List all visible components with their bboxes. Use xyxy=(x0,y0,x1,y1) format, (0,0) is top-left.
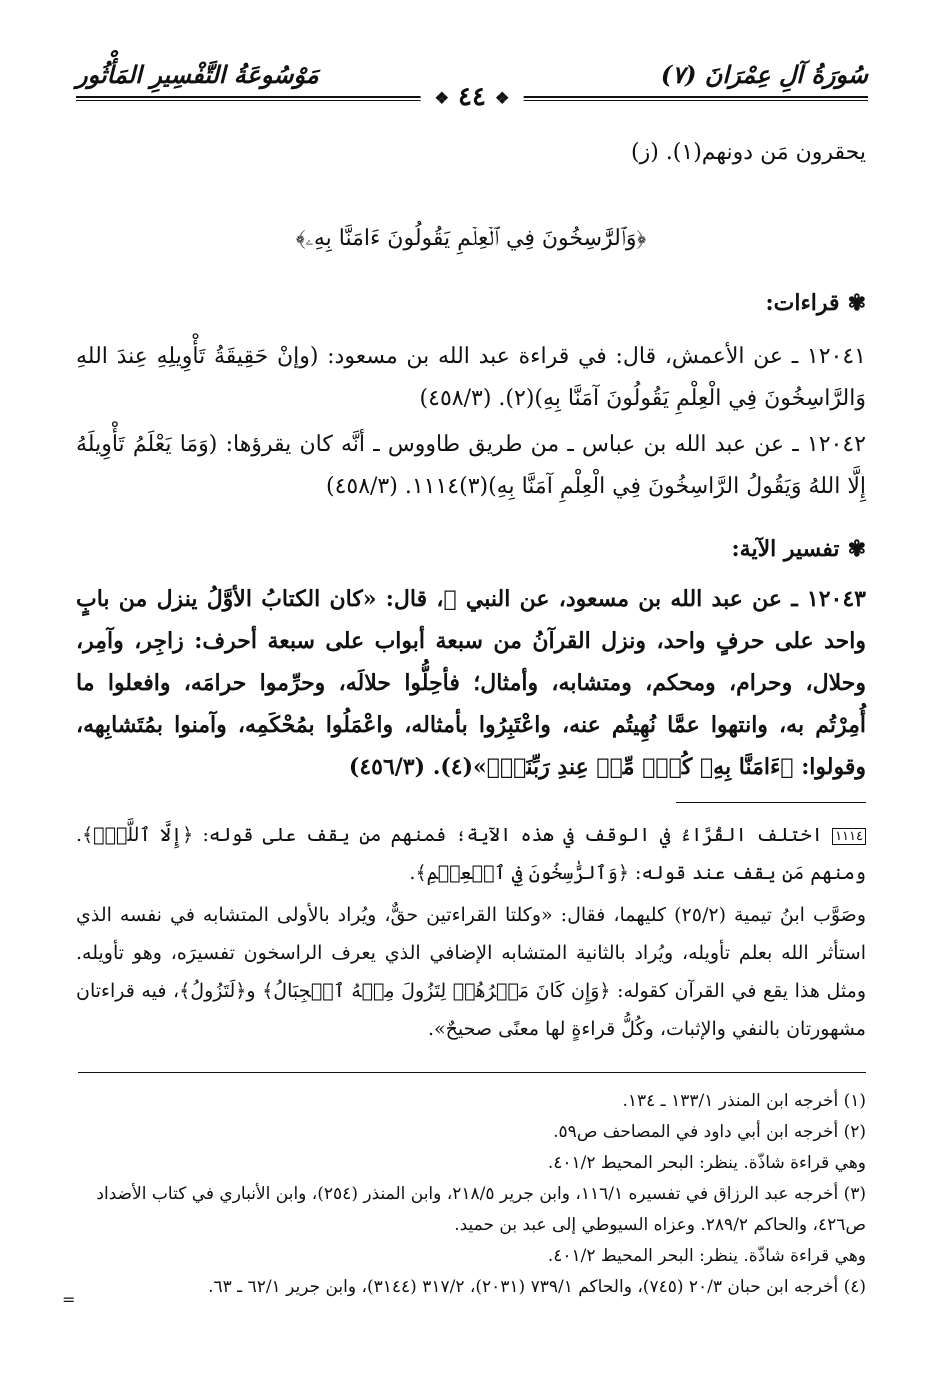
ornament-icon: ❖ xyxy=(495,88,510,108)
section-tafsir-heading: ✾تفسير الآية: xyxy=(731,536,866,562)
commentary-para-2: وصَوَّب ابنُ تيمية (٢٥/٢) كليهما، فقال: «وكلتا القراءتين حقٌّ، ويُراد بالأولى المتشابه في نفسه الذي استأثر الله بعلم تأويله، ويُراد بالثانية المتشابه الإضافي الذي يعرف الراسخون تفسيرَه، وهو تأويله. ومثل هذا يقع في القرآن كقوله: ﴿وَإِن كَانَ مَكۡرُهُمۡ لِتَزُولَ مِنۡهُ ٱلۡجِبَالُ﴾ و﴿لَتَزُولُ﴾، فيه قراءتان مشهورتان بالنفي والإثبات، وكُلُّ قراءةٍ لها معنًى صحيحٌ». xyxy=(76,904,866,1040)
qiraat-entry-12041: ١٢٠٤١ ـ عن الأعمش، قال: في قراءة عبد الله بن مسعود: (وإنْ حَقِيقَةُ تَأْوِيلِهِ عِندَ اللهِ وَالرَّاسِخُونَ فِي الْعِلْمِ يَقُولُونَ آمَنَّا بِهِ)(٢). (٤٥٨/٣) xyxy=(76,344,866,411)
footnote-2: (٢) أخرجه ابن أبي داود في المصاحف ص٥٩. xyxy=(553,1122,866,1142)
ayah-heading: ﴿وَٱلرَّٰسِخُونَ فِي ٱلۡعِلۡمِ يَقُولُونَ ءَامَنَّا بِهِۦ﴾ xyxy=(295,226,647,251)
flower-icon: ✾ xyxy=(847,290,866,316)
page-header xyxy=(76,58,868,112)
footnote-2-note: وهي قراءة شاذّة. ينظر: البحر المحيط ٤٠١/٢. xyxy=(547,1153,866,1173)
intro-line: يحقرون مَن دونهم(١). (ز) xyxy=(631,140,866,165)
flower-icon: ✾ xyxy=(847,536,866,562)
book-title: مَوْسُوعَةُ التَّفْسِيرِ المَأْثُور xyxy=(76,60,319,89)
surah-title: سُورَةُ آلِ عِمْرَانَ (٧) xyxy=(660,60,868,89)
footnote-separator xyxy=(78,1072,866,1073)
ornament-icon: ❖ xyxy=(434,88,449,108)
footnote-1: (١) أخرجه ابن المنذر ١٣٣/١ ـ ١٣٤. xyxy=(622,1091,866,1111)
page-number: ❖ ٤٤ ❖ xyxy=(421,82,524,112)
continuation-mark: = xyxy=(62,1290,76,1309)
tafsir-entry-12043: ١٢٠٤٣ ـ عن عبد الله بن مسعود، عن النبي ﷺ، قال: «كان الكتابُ الأوَّلُ ينزل من بابٍ واحد على حرفٍ واحد، ونزل القرآنُ من سبعة أبواب على سبعة أحرف: زاجِر، وآمِر، وحلال، وحرام، ومحكم، ومتشابه، وأمثال؛ فأحِلُّوا حلالَه، وحرِّموا حرامَه، وافعلوا ما أُمِرْتُم به، وانتهوا عمَّا نُهِيتُم عنه، واعْتَبِرُوا بأمثاله، واعْمَلُوا بمُحْكَمِه، وآمنوا بمُتَشابِهه، وقولوا: ﴿ءَامَنَّا بِهِۦ كُلّٞ مِّنۡ عِندِ رَبِّنَاۗ﴾»(٤). (٤٥٦/٣) xyxy=(76,586,866,780)
footnote-3: (٣) أخرجه عبد الرزاق في تفسيره ١١٦/١، وابن جرير ٢١٨/٥، وابن المنذر (٢٥٤)، وابن الأنباري في كتاب الأضداد ص٤٢٦، والحاكم ٢٨٩/٢. وعزاه السيوطي إلى عبد بن حميد. xyxy=(96,1184,866,1235)
qiraat-entry-12042: ١٢٠٤٢ ـ عن عبد الله بن عباس ـ من طريق طاووس ـ أنَّه كان يقرؤها: (وَمَا يَعْلَمُ تَأْوِيلَهُ إِلَّا اللهُ وَيَقُولُ الرَّاسِخُونَ فِي الْعِلْمِ آمَنَّا بِهِ)(٣)١١١٤. (٤٥٨/٣) xyxy=(76,432,866,499)
commentary-marker: ١١١٤ xyxy=(832,828,866,845)
footnote-4: (٤) أخرجه ابن حبان ٢٠/٣ (٧٤٥)، والحاكم ٧٣٩/١ (٢٠٣١)، ٣١٧/٢ (٣١٤٤)، وابن جرير ٦٢/١ ـ ٦٣. xyxy=(208,1277,866,1297)
footnotes xyxy=(76,1086,866,1303)
commentary-para-1: ١١١٤ اختلف القُرَّاءُ في الوقف في هذه الآية؛ فمنهم من يقف على قوله: ﴿إِلَّا ٱللَّهُۗ﴾. ومنهم مَن يقف عند قوله: ﴿وَٱلرَّٰسِخُونَ فِي ٱلۡعِلۡمِ﴾. xyxy=(76,824,866,884)
section-qiraat-heading: ✾قراءات: xyxy=(765,290,866,316)
footnote-3-note: وهي قراءة شاذّة. ينظر: البحر المحيط ٤٠١/٢. xyxy=(547,1246,866,1266)
commentary-separator xyxy=(676,802,866,803)
